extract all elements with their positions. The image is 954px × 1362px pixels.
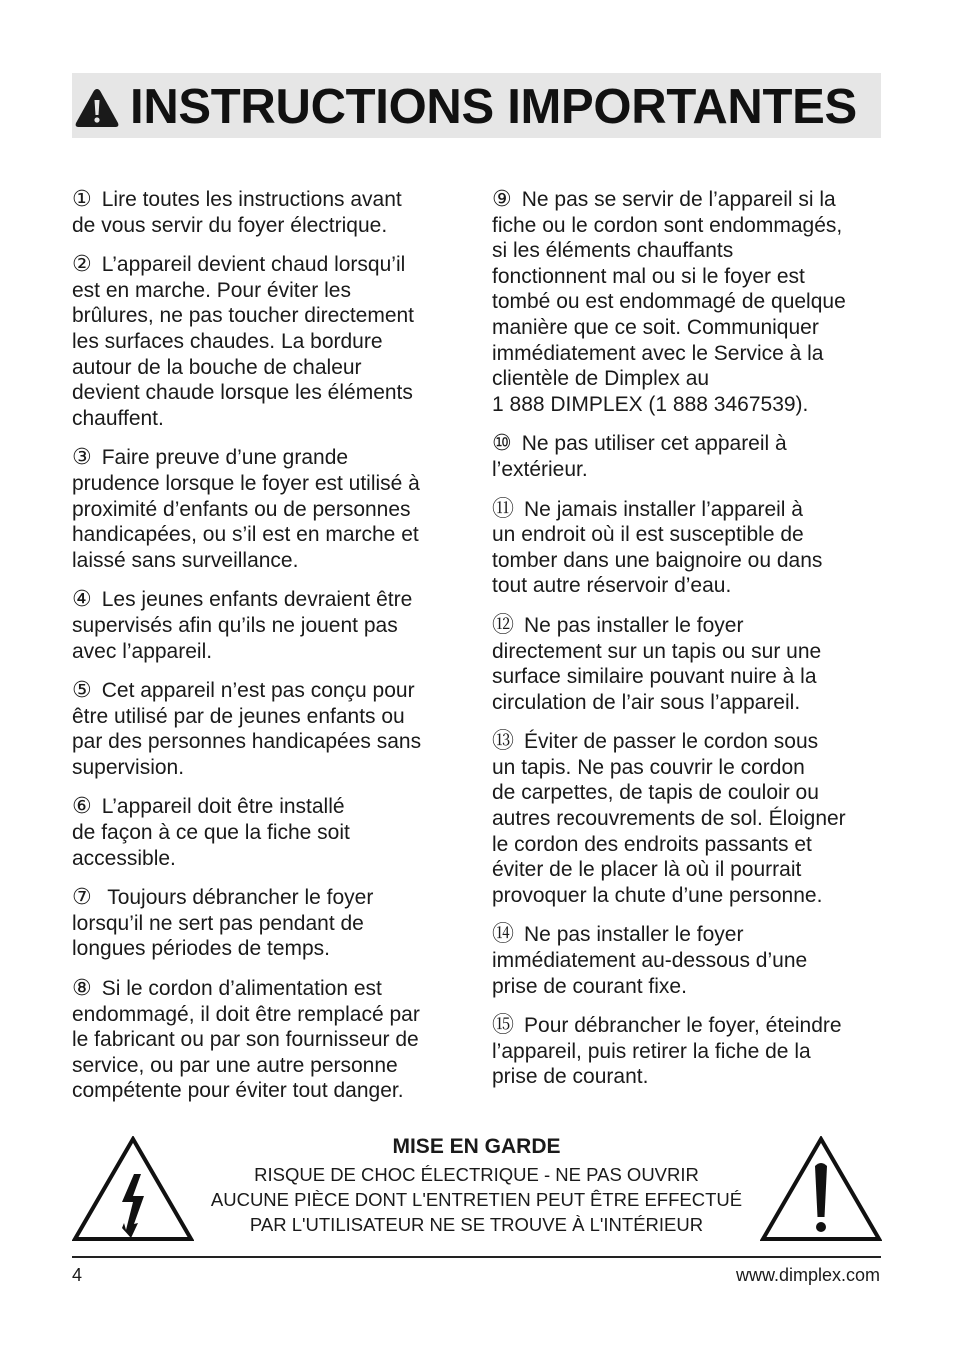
instructions-right-column	[492, 187, 888, 1104]
item-text: Ne pas installer le foyer directement sur un tapis ou sur une surface similaire pouvant nuire à la circulation de l’air sous l’appareil.	[492, 613, 822, 714]
caution-text	[168, 1132, 785, 1237]
instruction-item	[492, 431, 888, 482]
page-number: 4	[72, 1265, 83, 1285]
item-text: Ne jamais installer l’appareil à un endroit où il est susceptible de tomber dans une baignoire ou dans tout autre réservoir d’eau.	[492, 497, 823, 598]
item-text: Si le cordon d’alimentation est endommagé, il doit être remplacé par le fabricant ou par son fournisseur de service, ou par une autre personne compétente pour éviter tout danger.	[72, 977, 420, 1103]
instruction-item	[492, 613, 888, 715]
instruction-item	[72, 252, 464, 431]
item-text: L’appareil doit être installé de façon à ce que la fiche soit accessible.	[72, 795, 350, 870]
item-number: ①	[72, 187, 92, 212]
instruction-item	[492, 187, 888, 417]
instruction-item	[72, 976, 464, 1104]
instruction-item	[72, 794, 464, 871]
item-number: ⑬	[492, 729, 515, 755]
item-text: Ne pas installer le foyer immédiatement au-dessous d’une prise de courant fixe.	[492, 923, 808, 998]
item-number: ⑩	[492, 431, 512, 457]
caution-title: MISE EN GARDE	[392, 1135, 561, 1158]
item-text: Faire preuve d’une grande prudence lorsque le foyer est utilisé à proximité d’enfants ou de personnes handicapées, ou s’il est en marche et laissé sans surveillance.	[72, 446, 420, 572]
instruction-item	[492, 922, 888, 999]
item-number: ⑮	[492, 1013, 515, 1039]
item-number: ⑨	[492, 187, 512, 212]
item-number: ⑤	[72, 678, 92, 704]
item-number: ⑭	[492, 922, 515, 948]
instruction-item	[492, 729, 888, 908]
website-url: www.dimplex.com	[735, 1265, 880, 1285]
item-number: ⑧	[72, 976, 92, 1002]
instruction-item	[72, 678, 464, 780]
instruction-item	[72, 587, 464, 664]
item-text: Ne pas utiliser cet appareil à l’extérieur.	[492, 432, 787, 481]
caution-line: RISQUE DE CHOC ÉLECTRIQUE - NE PAS OUVRIR	[254, 1164, 699, 1185]
item-text: Les jeunes enfants devraient être supervisés afin qu’ils ne jouent pas avec l’appareil.	[72, 588, 413, 663]
footer-divider	[72, 1256, 881, 1258]
page-header	[72, 73, 881, 138]
caution-line: PAR L'UTILISATEUR NE SE TROUVE À L'INTÉRIEUR	[249, 1214, 704, 1235]
item-number: ③	[72, 445, 92, 471]
item-number: ④	[72, 587, 92, 613]
instruction-item	[492, 497, 888, 599]
item-text: Éviter de passer le cordon sous un tapis. Ne pas couvrir le cordon de carpettes, de tapis de couloir ou autres recouvrements de sol. Éloigner le cordon des endroits passants et éviter de le placer là où il pourrait provoquer la chute d’une personne.	[492, 730, 846, 907]
instruction-item	[72, 187, 464, 238]
exclamation-triangle-icon	[760, 1136, 882, 1242]
item-text: L’appareil devient chaud lorsqu’il est en marche. Pour éviter les brûlures, ne pas toucher directement les surfaces chaudes. La bordure autour de la bouche de chaleur devient chaude lorsque les éléments chauffent.	[72, 253, 415, 430]
instruction-item	[492, 1013, 888, 1090]
page-title: INSTRUCTIONS IMPORTANTES	[130, 80, 857, 134]
caution-line: AUCUNE PIÈCE DONT L'ENTRETIEN PEUT ÊTRE EFFECTUÉ	[210, 1189, 743, 1210]
instructions-left-column	[72, 187, 464, 1118]
item-number: ⑥	[72, 794, 92, 820]
instruction-item	[72, 445, 464, 573]
item-number: ⑫	[492, 612, 515, 638]
item-text: Cet appareil n’est pas conçu pour être utilisé par de jeunes enfants ou par des personnes handicapées sans supervision.	[72, 679, 422, 779]
caution-box	[72, 1132, 881, 1242]
item-number: ⑪	[492, 496, 515, 522]
instruction-item	[72, 885, 464, 962]
item-number: ⑦	[72, 885, 92, 911]
warning-triangle-icon	[74, 87, 120, 129]
item-text: Lire toutes les instructions avant de vous servir du foyer électrique.	[72, 188, 402, 237]
item-text: Pour débrancher le foyer, éteindre l’appareil, puis retirer la fiche de la prise de courant.	[492, 1014, 842, 1089]
item-text: Toujours débrancher le foyer lorsqu’il ne sert pas pendant de longues périodes de temps.	[72, 886, 374, 961]
item-number: ②	[72, 252, 92, 278]
item-text: Ne pas se servir de l’appareil si la fiche ou le cordon sont endommagés, si les éléments chauffants fonctionnent mal ou si le foyer est tombé ou est endommagé de quelque manière que ce soit. Communiquer immédiatement avec le Service à la clientèle de Dimplex au 1 888 DIMPLEX (1 888 3467539).	[492, 188, 846, 416]
